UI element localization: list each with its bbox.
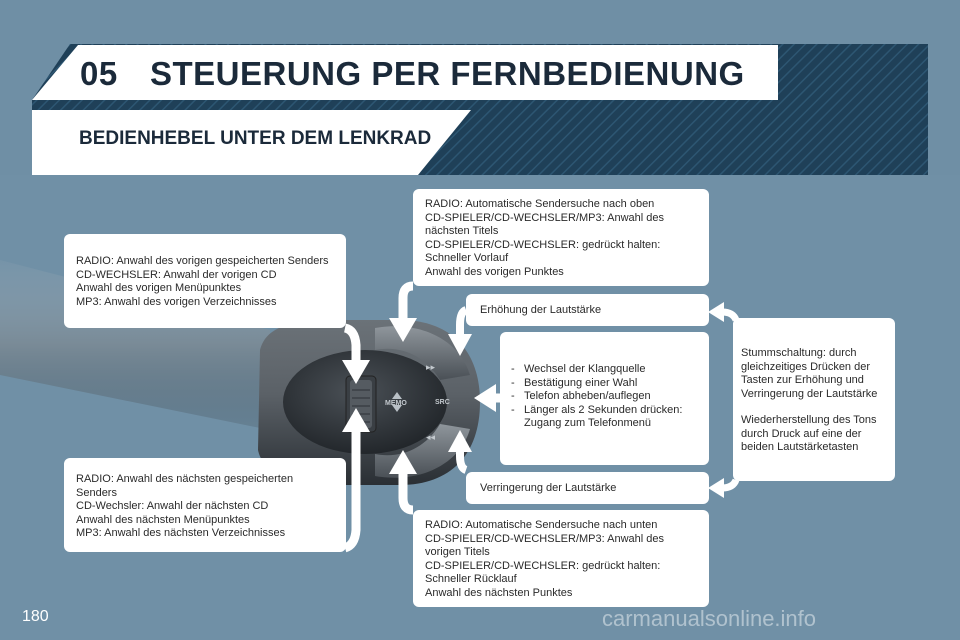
arrow-next-preset xyxy=(342,408,370,548)
text-line: Verringerung der Lautstärke xyxy=(741,387,878,400)
text-line: CD-SPIELER/CD-WECHSLER/MP3: Anwahl des xyxy=(425,532,665,545)
box-volume-up xyxy=(466,294,709,326)
section-subtitle: BEDIENHEBEL UNTER DEM LENKRAD xyxy=(79,128,432,149)
arrow-previous-preset xyxy=(342,328,370,384)
text-line: Wiederherstellung des Tons xyxy=(741,414,877,426)
text-line: MP3: Anwahl des vorigen Verzeichnisses xyxy=(76,295,277,308)
text-line: RADIO: Automatische Sendersuche nach unten xyxy=(425,519,658,531)
chapter-number: 05 xyxy=(80,55,118,92)
arrow-volume-down xyxy=(448,430,472,470)
text-line: Anwahl des nächsten Punktes xyxy=(425,586,573,599)
text-line: MP3: Anwahl des nächsten Verzeichnisses xyxy=(76,527,286,539)
list-item: - Telefon abheben/auflegen xyxy=(510,390,709,404)
text-line: vorigen Titels xyxy=(425,546,490,558)
box-seek-down xyxy=(413,510,709,607)
box-mute xyxy=(733,318,895,481)
list-item: - Wechsel der Klangquelle xyxy=(510,363,709,377)
text-line: CD-Wechsler: Anwahl der nächsten CD xyxy=(76,500,269,512)
text-line: Verringerung der Lautstärke xyxy=(480,482,617,494)
text-line: beiden Lautstärketasten xyxy=(741,441,859,453)
arrow-mute-up xyxy=(708,302,736,322)
text-line: Tasten zur Erhöhung und xyxy=(741,374,864,386)
box-previous-preset xyxy=(64,234,346,328)
text-line: CD-SPIELER/CD-WECHSLER: gedrückt halten: xyxy=(425,559,661,572)
text-line: Schneller Rücklauf xyxy=(425,573,517,585)
src-label: SRC xyxy=(435,399,450,406)
list-item: - Bestätigung einer Wahl xyxy=(510,377,709,391)
text-line: Zugang zum Telefonmenü xyxy=(524,417,651,429)
box-next-preset xyxy=(64,458,346,552)
arrow-mute-down xyxy=(708,478,736,498)
text-line: nächsten Titels xyxy=(425,225,499,237)
text-line: Anwahl des vorigen Menüpunktes xyxy=(76,282,242,294)
text-line: CD-SPIELER/CD-WECHSLER: gedrückt halten: xyxy=(425,238,661,251)
watermark: carmanualsonline.info xyxy=(602,606,817,631)
text-line: gleichzeitiges Drücken der xyxy=(741,360,871,373)
box-seek-up xyxy=(413,189,709,286)
arrow-seek-up xyxy=(389,286,417,342)
text-line: Schneller Vorlauf xyxy=(425,252,509,264)
text-line: CD-SPIELER/CD-WECHSLER/MP3: Anwahl des xyxy=(425,211,665,224)
text-line: RADIO: Anwahl des vorigen gespeicherten Senders xyxy=(76,255,329,267)
text-line: durch Druck auf eine der xyxy=(741,427,862,440)
box-volume-down xyxy=(466,472,709,504)
text-line: Anwahl des nächsten Menüpunktes xyxy=(76,513,250,526)
memo-label: MEMO xyxy=(385,400,407,407)
text-line: Senders xyxy=(76,486,117,499)
page-title: STEUERUNG PER FERNBEDIENUNG xyxy=(150,55,745,92)
page-number: 180 xyxy=(22,608,49,625)
text-line: RADIO: Anwahl des nächsten gespeicherten xyxy=(76,473,294,485)
arrow-src xyxy=(474,384,500,412)
text-line: Erhöhung der Lautstärke xyxy=(480,304,602,316)
text-line: Stummschaltung: durch xyxy=(741,347,857,359)
list-item: - Länger als 2 Sekunden drücken: xyxy=(510,404,709,418)
rewind-symbol: ◂◂ xyxy=(426,432,436,442)
forward-symbol: ▸▸ xyxy=(426,362,436,372)
spacer xyxy=(741,401,895,414)
text-line: Anwahl des vorigen Punktes xyxy=(425,265,564,278)
text-line: CD-WECHSLER: Anwahl der vorigen CD xyxy=(76,268,277,281)
arrow-seek-down xyxy=(389,450,417,510)
box-source-select xyxy=(500,332,709,465)
text-line: RADIO: Automatische Sendersuche nach oben xyxy=(425,198,655,210)
